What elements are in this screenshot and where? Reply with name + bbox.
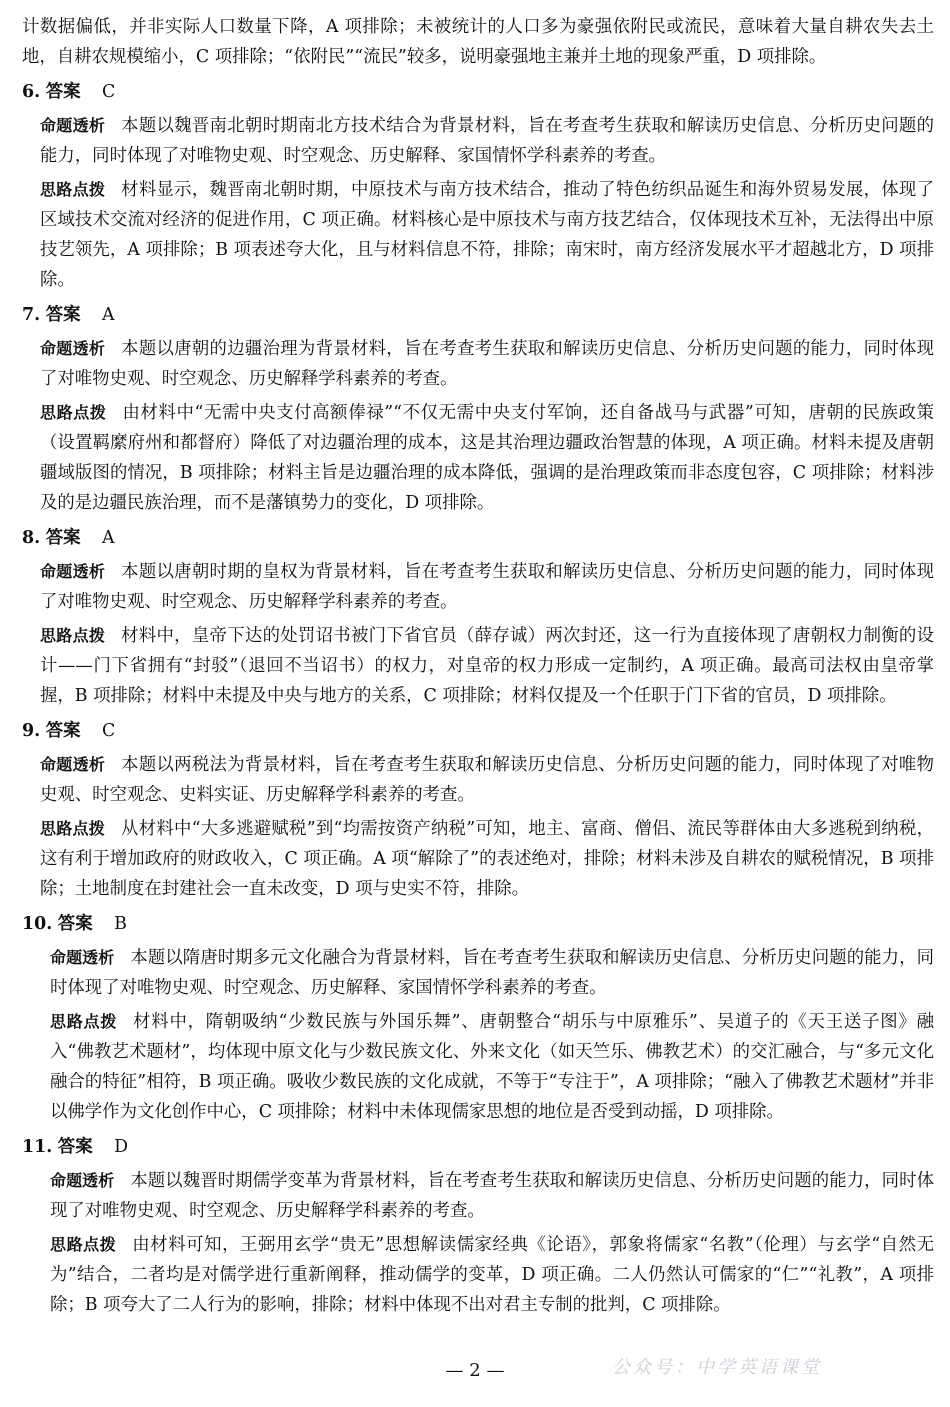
analysis-text: 由材料中“无需中央支付高额俸禄”“不仅无需中央支付军饷，还自备战马与武器”可知，唐朝的民族政策（设置羁縻府州和都督府）降低了对边疆治理的成本，这是其治理边疆政治智慧的体现，A 项正确。材料未提及唐朝疆域版图的情况，B 项排除；材料主旨是边疆治理的成本降低，强调的是治理政策而非态度包容，C 项排除；材料涉及的是边疆民族治理，而不是藩镇势力的变化，D 项排除。: [40, 403, 934, 513]
item-number: 9.: [22, 721, 41, 741]
intent-label: 命题透析: [50, 1171, 115, 1190]
intent-text: 本题以隋唐时期多元文化融合为背景材料，旨在考查考生获取和解读历史信息、分析历史问题的能力，同时体现了对唯物史观、时空观念、历史解释、家国情怀学科素养的考查。: [50, 948, 934, 998]
answer-item-9: [22, 716, 934, 904]
analysis-paragraph: [22, 1007, 934, 1127]
answer-label: 答案: [45, 528, 81, 548]
intent-label: 命题透析: [40, 339, 106, 358]
analysis-paragraph: [22, 814, 934, 904]
answer-value: A: [102, 528, 115, 548]
intent-paragraph: [22, 334, 934, 394]
item-header: [22, 716, 934, 746]
answer-item-11: [22, 1132, 934, 1320]
answer-label: 答案: [45, 721, 81, 741]
analysis-label: 思路点拨: [40, 403, 107, 422]
intent-text: 本题以唐朝的边疆治理为背景材料，旨在考查考生获取和解读历史信息、分析历史问题的能力，同时体现了对唯物史观、时空观念、历史解释学科素养的考查。: [40, 339, 934, 389]
intent-paragraph: [22, 557, 934, 617]
intent-paragraph: [22, 1166, 934, 1226]
answer-label: 答案: [57, 914, 93, 934]
intent-text: 本题以两税法为背景材料，旨在考查考生获取和解读历史信息、分析历史问题的能力，同时体现了对唯物史观、时空观念、史料实证、历史解释学科素养的考查。: [40, 755, 934, 805]
answer-item-8: [22, 523, 934, 711]
analysis-text: 材料显示，魏晋南北朝时期，中原技术与南方技术结合，推动了特色纺织品诞生和海外贸易发展，体现了区域技术交流对经济的促进作用，C 项正确。材料核心是中原技术与南方技艺结合，仅体现技术互补，无法得出中原技艺领先，A 项排除；B 项表述夸大化，且与材料信息不符，排除；南宋时，南方经济发展水平才超越北方，D 项排除。: [40, 180, 934, 290]
intent-paragraph: [22, 943, 934, 1003]
answer-item-7: [22, 300, 934, 518]
analysis-label: 思路点拨: [40, 626, 106, 645]
intent-label: 命题透析: [40, 755, 106, 774]
item-header: [22, 523, 934, 553]
answer-item-10: [22, 909, 934, 1127]
item-number: 11.: [22, 1137, 53, 1157]
answer-value: C: [102, 721, 116, 741]
item-number: 6.: [22, 82, 41, 102]
answer-value: D: [114, 1137, 129, 1157]
intent-text: 本题以唐朝时期的皇权为背景材料，旨在考查考生获取和解读历史信息、分析历史问题的能力，同时体现了对唯物史观、时空观念、历史解释学科素养的考查。: [40, 562, 934, 612]
analysis-paragraph: [22, 1230, 934, 1320]
intent-label: 命题透析: [40, 562, 106, 581]
answer-label: 答案: [45, 305, 81, 325]
page-number: — 2 —: [445, 1360, 505, 1381]
intro-continuation: 计数据偏低，并非实际人口数量下降，A 项排除；未被统计的人口多为豪强依附民或流民，意味着大量自耕农失去土地，自耕农规模缩小，C 项排除；“依附民”“流民”较多，说明豪强地主兼并土地的现象严重，D 项排除。: [22, 17, 934, 67]
analysis-text: 材料中，隋朝吸纳“少数民族与外国乐舞”、唐朝整合“胡乐与中原雅乐”、吴道子的《天王送子图》融入“佛教艺术题材”，均体现中原文化与少数民族文化、外来文化（如天竺乐、佛教艺术）的交汇融合，与“多元文化融合的特征”相符，B 项正确。吸收少数民族的文化成就，不等于“专注于”，A 项排除；“融入了佛教艺术题材”并非以佛学作为文化创作中心，C 项排除；材料中未体现儒家思想的地位是否受到动摇，D 项排除。: [50, 1012, 934, 1122]
answer-value: A: [102, 305, 115, 325]
watermark: 公众号：中学英语课堂: [612, 1357, 822, 1378]
analysis-label: 思路点拨: [50, 1012, 118, 1031]
analysis-label: 思路点拨: [40, 819, 106, 838]
intent-label: 命题透析: [50, 948, 115, 967]
analysis-paragraph: [22, 175, 934, 295]
answer-value: C: [102, 82, 116, 102]
analysis-paragraph: [22, 621, 934, 711]
item-header: [22, 1132, 934, 1162]
analysis-paragraph: [22, 398, 934, 518]
intent-paragraph: [22, 750, 934, 810]
analysis-text: 从材料中“大多逃避赋税”到“均需按资产纳税”可知，地主、富商、僧侣、流民等群体由大多逃税到纳税，这有利于增加政府的财政收入，C 项正确。A 项“解除了”的表述绝对，排除；材料未涉及自耕农的赋税情况，B 项排除；土地制度在封建社会一直未改变，D 项与史实不符，排除。: [40, 819, 934, 899]
answer-item-6: [22, 77, 934, 295]
item-number: 7.: [22, 305, 41, 325]
item-number: 8.: [22, 528, 41, 548]
analysis-label: 思路点拨: [40, 180, 106, 199]
answer-value: B: [114, 914, 127, 934]
item-header: [22, 909, 934, 939]
item-header: [22, 77, 934, 107]
answer-label: 答案: [57, 1137, 93, 1157]
item-number: 10.: [22, 914, 53, 934]
intent-label: 命题透析: [40, 116, 106, 135]
analysis-label: 思路点拨: [50, 1235, 117, 1254]
intent-text: 本题以魏晋时期儒学变革为背景材料，旨在考查考生获取和解读历史信息、分析历史问题的能力，同时体现了对唯物史观、时空观念、历史解释学科素养的考查。: [50, 1171, 934, 1221]
item-header: [22, 300, 934, 330]
intent-text: 本题以魏晋南北朝时期南北方技术结合为背景材料，旨在考查考生获取和解读历史信息、分析历史问题的能力，同时体现了对唯物史观、时空观念、历史解释、家国情怀学科素养的考查。: [40, 116, 934, 166]
answer-document: [22, 12, 934, 1320]
analysis-text: 材料中，皇帝下达的处罚诏书被门下省官员（薛存诚）两次封还，这一行为直接体现了唐朝权力制衡的设计——门下省拥有“封驳”（退回不当诏书）的权力，对皇帝的权力形成一定制约，A 项正确。最高司法权由皇帝掌握，B 项排除；材料中未提及中央与地方的关系，C 项排除；材料仅提及一个任职于门下省的官员，D 项排除。: [40, 626, 934, 706]
answer-label: 答案: [45, 82, 81, 102]
analysis-text: 由材料可知，王弼用玄学“贵无”思想解读儒家经典《论语》，郭象将儒家“名教”（伦理）与玄学“自然无为”结合，二者均是对儒学进行重新阐释，推动儒学的变革，D 项正确。二人仍然认可儒家的“仁”“礼教”，A 项排除；B 项夸大了二人行为的影响，排除；材料中体现不出对君主专制的批判，C 项排除。: [50, 1235, 934, 1315]
intent-paragraph: [22, 111, 934, 171]
